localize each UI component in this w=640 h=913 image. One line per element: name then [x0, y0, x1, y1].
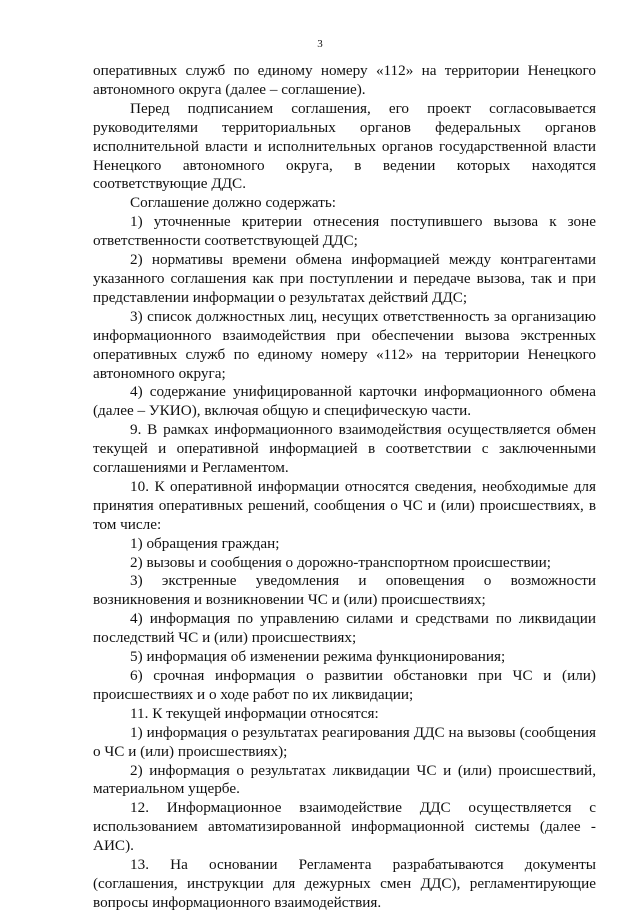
list-item-citizen-requests: 1) обращения граждан;	[130, 534, 280, 552]
clause-9: 9. В рамках информационного взаимодействия осуществляется обмен текущей и оперативной информацией в соответствии с заключенными соглашениями и Регламентом.	[93, 421, 596, 477]
list-item-responsible-officials: 3) список должностных лиц, несущих ответственность за организацию информационного взаимодействия при обеспечении вызова экстренных оперативных служб по единому номеру «112» на территории Ненецкого автономного округа;	[93, 307, 596, 382]
list-item-emergency-notifications: 3) экстренные уведомления и оповещения о возможности возникновения и возникновении ЧС и (или) происшествиях;	[93, 572, 596, 609]
paragraph-continuation: оперативных служб по единому номеру «112» на территории Ненецкого автономного округа (далее – соглашение).	[93, 62, 596, 98]
list-item-urgent-info: 6) срочная информация о развитии обстановки при ЧС и (или) происшествиях и о ходе работ по их ликвидации;	[93, 667, 596, 703]
clause-10: 10. К оперативной информации относятся сведения, необходимые для принятия оперативных решений, сообщения о ЧС и (или) происшествиях, в том числе:	[93, 477, 596, 533]
paragraph-agreement-approval: Перед подписанием соглашения, его проект согласовывается руководителями территориальных органов федеральных органов исполнительной власти и исполнительных органов государственной власти Ненецкого автономного округа, в ведении которых находятся соответствующие ДДС.	[93, 99, 596, 193]
list-item-criteria: 1) уточненные критерии отнесения поступившего вызова к зоне ответственности соответствующей ДДС;	[93, 213, 596, 250]
list-item-time-norms: 2) нормативы времени обмена информацией между контрагентами указанного соглашения как при поступлении и передаче вызова, так и при представлении информации о результатах действий ДДС;	[93, 251, 596, 306]
clause-11: 11. К текущей информации относятся:	[130, 704, 379, 722]
document-body	[93, 62, 596, 913]
list-item-traffic-calls: 2) вызовы и сообщения о дорожно-транспортном происшествии;	[130, 553, 551, 571]
list-item-mode-change: 5) информация об изменении режима функционирования;	[130, 648, 506, 666]
list-item-forces-management: 4) информация по управлению силами и средствами по ликвидации последствий ЧС и (или) происшествиях;	[93, 610, 596, 647]
paragraph-agreement-contents-intro: Соглашение должно содержать:	[130, 194, 337, 212]
list-item-liquidation-results: 2) информация о результатах ликвидации ЧС и (или) происшествий, материальном ущербе.	[93, 761, 596, 798]
page-number: 3	[317, 38, 323, 50]
clause-13: 13. На основании Регламента разрабатываются документы (соглашения, инструкции для дежурных смен ДДС), регламентирующие вопросы информационного взаимодействия.	[93, 856, 596, 911]
list-item-response-results: 1) информация о результатах реагирования ДДС на вызовы (сообщения о ЧС и (или) происшествиях);	[93, 723, 596, 760]
list-item-ukio: 4) содержание унифицированной карточки информационного обмена (далее – УКИО), включая общую и специфическую части.	[93, 383, 596, 420]
clause-12: 12. Информационное взаимодействие ДДС осуществляется с использованием автоматизированной информационной системы (далее - АИС).	[93, 799, 596, 855]
